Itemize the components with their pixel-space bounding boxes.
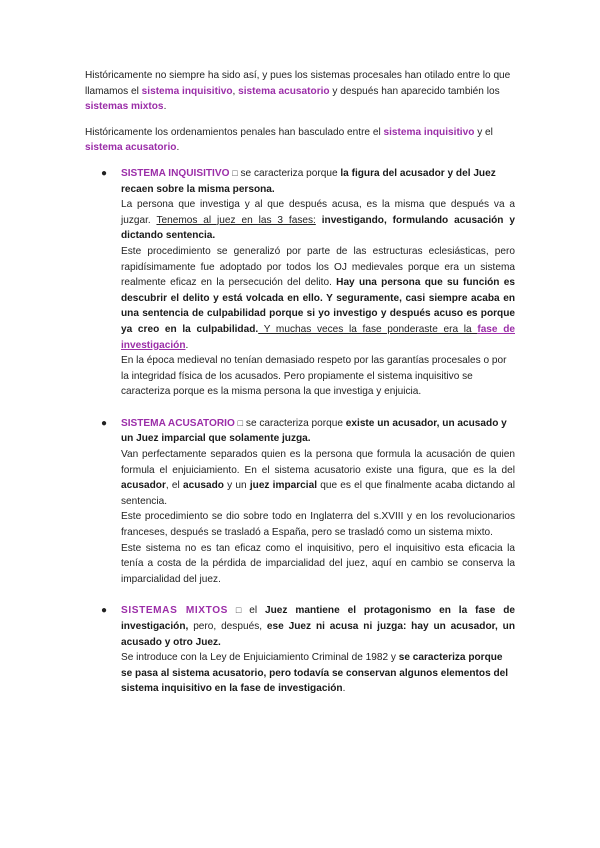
intro-paragraph-1 xyxy=(85,68,515,115)
text: Este procedimiento se generalizó por parte de las estructuras eclesiásticas, pero rapidísimamente fue adoptado por todos los OJ medievales porque era un sistema realmente eficaz en la persecución del delito. xyxy=(121,245,515,289)
text: y después han aparecido también los xyxy=(329,85,500,97)
term-acusatorio: sistema acusatorio xyxy=(85,142,177,154)
text: Históricamente los ordenamientos penales han basculado entre el xyxy=(85,126,384,138)
bullet-icon: ● xyxy=(101,167,108,179)
text: Históricamente no siempre ha sido así, y pues los sistemas procesales han otilado entre lo que llamamos el xyxy=(85,70,511,97)
section-title: SISTEMA INQUISITIVO xyxy=(121,167,230,179)
document-page xyxy=(85,68,515,697)
intro-paragraph-2 xyxy=(85,125,515,156)
list-item-inquisitivo xyxy=(85,166,515,400)
box-icon: □ xyxy=(232,167,238,178)
section-title: SISTEMA ACUSATORIO xyxy=(121,417,235,429)
text: Hay una persona que su función es descubrir el delito y está volcada en ello. Y seguramente, casi siempre acaba en una sentencia de culpabilidad porque si yo investigo y después acuso es porque ya creo en la culpabilidad. xyxy=(121,277,515,335)
acusatorio-paragraph-3: Este sistema no es tan eficaz como el inquisitivo, pero el inquisitivo esta eficacia la tenía a costa de la pérdida de imparcialidad del juez, aquí en cambio se conserva la imparcialidad del juez. xyxy=(121,542,515,585)
text: . xyxy=(163,101,167,113)
text: el xyxy=(241,605,266,617)
term-mixtos: sistemas mixtos xyxy=(85,101,164,113)
box-icon: □ xyxy=(237,417,244,428)
inquisitivo-heading xyxy=(121,166,515,197)
term-acusatorio: sistema acusatorio xyxy=(238,85,330,97)
acusatorio-heading xyxy=(121,416,515,447)
inquisitivo-paragraph-1 xyxy=(121,197,515,244)
term-inquisitivo: sistema inquisitivo xyxy=(383,126,475,138)
text: acusador xyxy=(121,480,166,492)
text: , xyxy=(232,85,239,97)
text: acusado xyxy=(182,480,224,492)
inquisitivo-paragraph-3: En la época medieval no tenían demasiado respeto por las garantías procesales o por la integridad física de los acusados. Pero propiamente el sistema inquisitivo se caracteriza porque es la misma persona la que investiga y enjuicia. xyxy=(121,355,507,398)
text: . xyxy=(342,683,346,695)
text: Juez mantiene el protagonismo en la fase de investigación, xyxy=(121,605,515,632)
list-item-mixtos xyxy=(85,603,515,697)
inquisitivo-paragraph-2 xyxy=(121,244,515,353)
text: juez imparcial xyxy=(249,480,318,492)
acusatorio-paragraph-2: Este procedimiento se dio sobre todo en Inglaterra del s.XVIII y en los revolucionarios franceses, después se trasladó a España, pero se trasladó como un sistema mixto. xyxy=(121,511,515,539)
text: . xyxy=(176,142,180,154)
text: se caracteriza porque xyxy=(237,167,341,179)
text: existe un acusador, un acusado y un Juez imparcial que solamente juzga. xyxy=(121,417,507,445)
text: La persona que investiga y al que después acusa, es la misma que después va a juzgar. xyxy=(121,199,515,226)
text: la figura del acusador y del Juez recaen sobre la misma persona. xyxy=(121,167,496,195)
text: , el xyxy=(165,480,183,492)
text: se caracteriza porque se pasa al sistema acusatorio, pero todavía se conservan algunos elementos del sistema inquisitivo en la fase de investigación xyxy=(121,652,509,695)
underlined-text: Tenemos al juez en las 3 fases: xyxy=(156,214,316,226)
acusatorio-paragraph-1 xyxy=(121,447,515,509)
text: y un xyxy=(223,480,250,492)
text: se caracteriza porque xyxy=(243,417,346,429)
underlined-text: Y muchas veces la fase ponderaste era la xyxy=(258,323,478,335)
term-inquisitivo: sistema inquisitivo xyxy=(141,85,233,97)
mixtos-heading xyxy=(121,603,515,650)
text: Se introduce con la Ley de Enjuiciamiento Criminal de 1982 y xyxy=(121,652,399,664)
text: . xyxy=(185,339,189,351)
mixtos-paragraph-1 xyxy=(121,650,515,697)
text: y el xyxy=(474,126,493,138)
text: investigando, formulando acusación y dictando sentencia. xyxy=(121,214,515,242)
box-icon: □ xyxy=(235,605,242,616)
list-item-acusatorio xyxy=(85,416,515,588)
text: que es el que finalmente acaba dictando al sentencia. xyxy=(121,480,515,507)
section-title: SISTEMAS MIXTOS xyxy=(121,605,229,617)
bullet-icon: ● xyxy=(101,605,108,617)
bullet-icon: ● xyxy=(101,417,108,429)
text: Van perfectamente separados quien es la persona que formula la acusación de quien formula el enjuiciamiento. En el sistema acusatorio existe una figura, que es la del xyxy=(121,449,515,476)
term-fase-investigacion: fase de investigación xyxy=(121,323,515,351)
text: ese Juez ni acusa ni juzga: hay un acusador, un acusado y otro Juez. xyxy=(121,621,515,648)
text: pero, después, xyxy=(188,621,267,632)
